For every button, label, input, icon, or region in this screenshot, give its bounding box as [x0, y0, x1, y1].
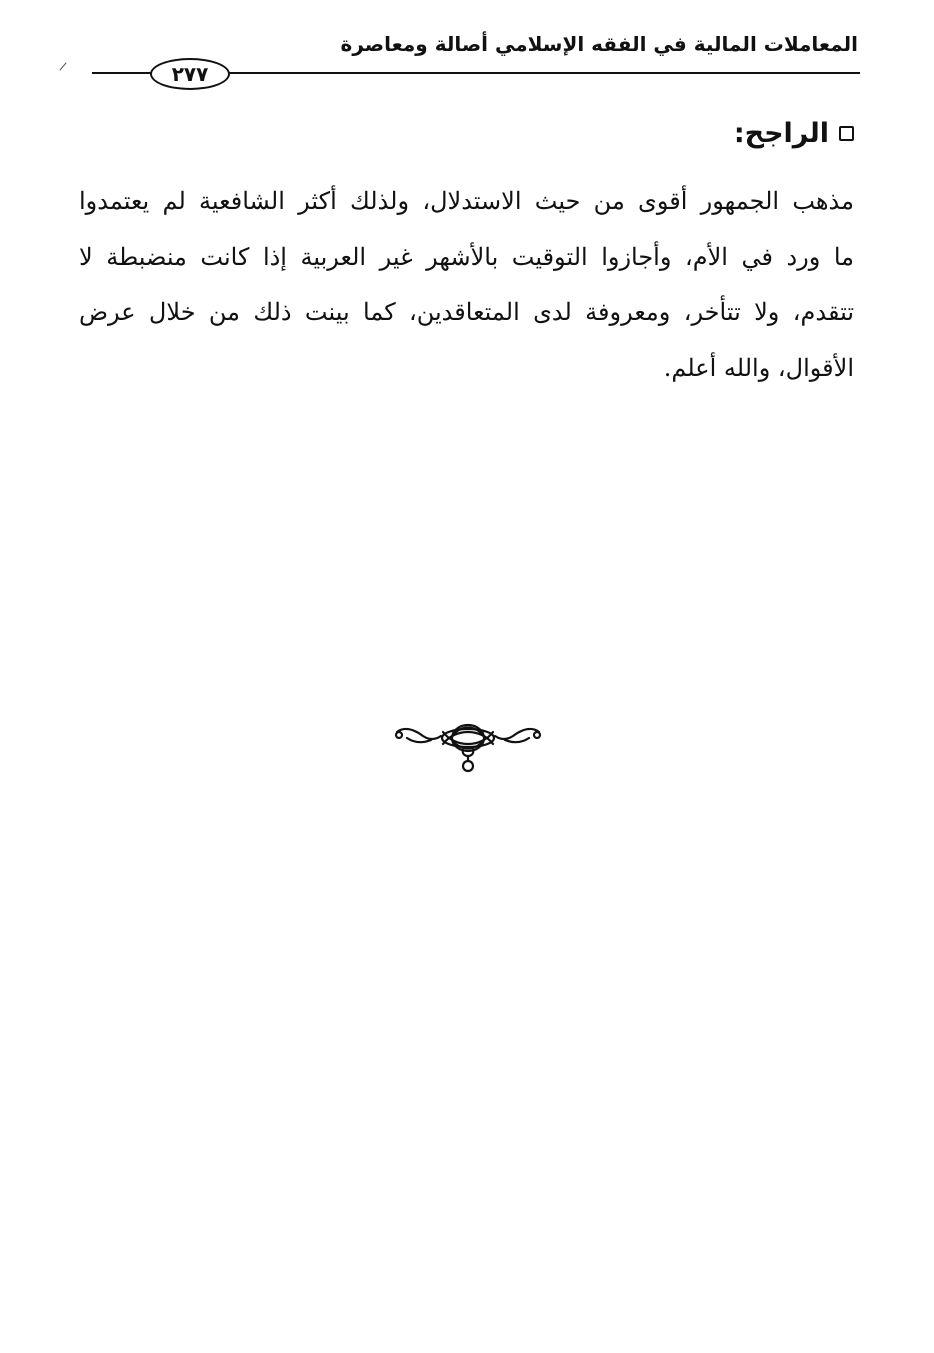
running-header-title: المعاملات المالية في الفقه الإسلامي أصالة ومعاصرة	[340, 32, 858, 56]
body-paragraph	[79, 178, 854, 400]
body-line: مذهب الجمهور أقوى من حيث الاستدلال، ولذلك أكثر الشافعية لم يعتمدوا	[79, 187, 854, 215]
body-line: ما ورد في الأم، وأجازوا التوقيت بالأشهر غير العربية إذا كانت منضبطة لا	[79, 242, 854, 271]
section-heading	[734, 120, 854, 147]
body-line: الأقوال، والله أعلم.	[663, 353, 854, 382]
decorative-flourish-icon	[393, 718, 543, 778]
page-number: ٢٧٧	[171, 62, 209, 86]
body-line: تتقدم، ولا تتأخر، ومعروفة لدى المتعاقدين، كما بينت ذلك من خلال عرض	[79, 298, 854, 326]
section-heading-text: الراجح:	[733, 118, 829, 149]
stray-pen-mark	[59, 62, 66, 70]
checkbox-icon	[839, 126, 854, 141]
page-number-oval	[150, 58, 230, 90]
